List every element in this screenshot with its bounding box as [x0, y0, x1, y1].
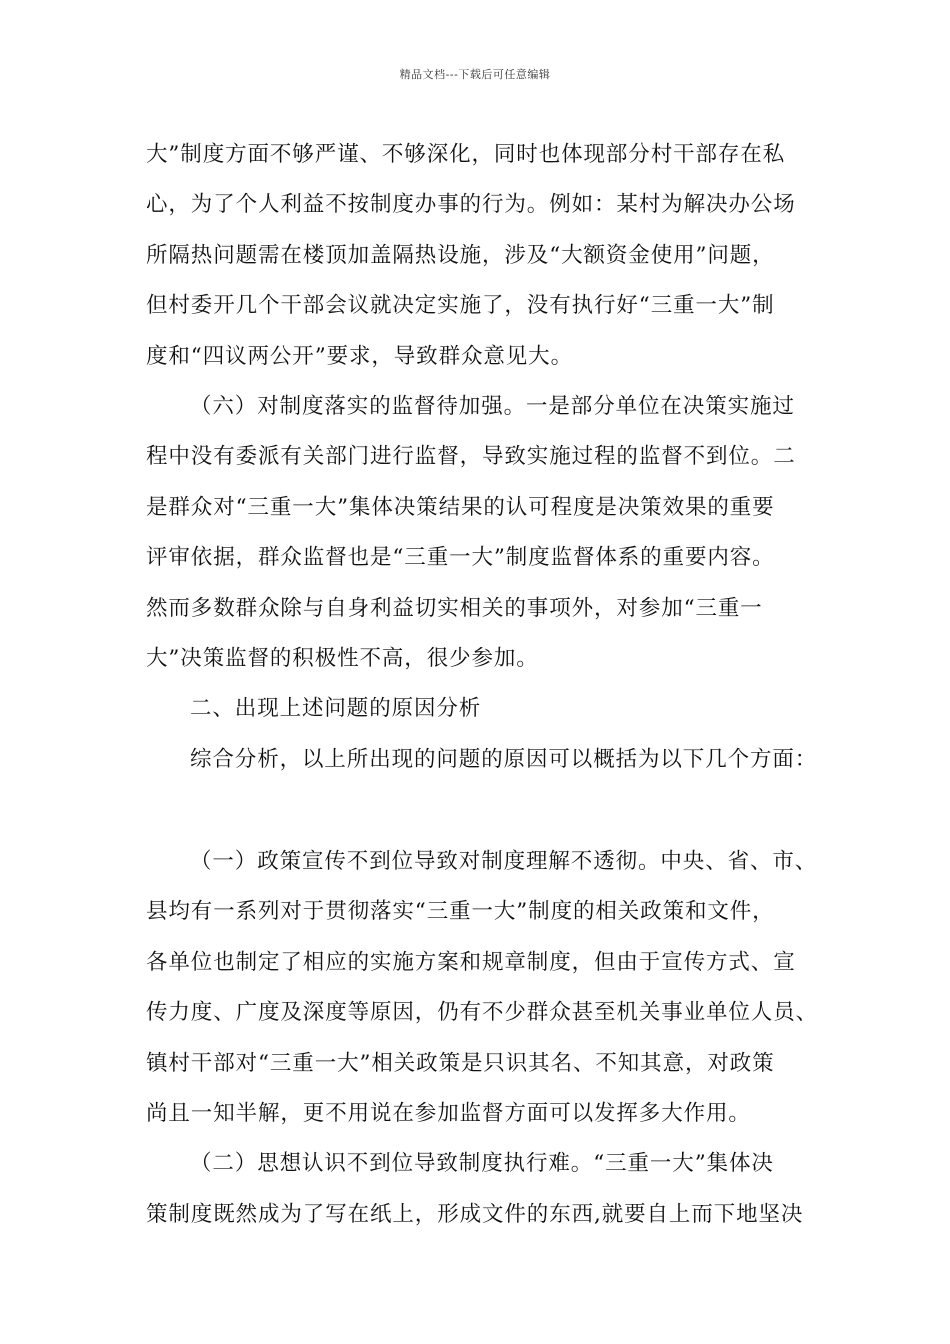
- paragraph-supervision: [146, 382, 826, 684]
- paragraph-summary: [146, 735, 826, 785]
- text-line: 综合分析，以上所出现的问题的原因可以概括为以下几个方面：: [190, 746, 818, 772]
- text-line: （一）政策宣传不到位导致对制度理解不透彻。中央、省、市、: [190, 849, 818, 875]
- text-line: （二）思想认识不到位导致制度执行难。“三重一大”集体决: [190, 1151, 774, 1177]
- paragraph-gap: [146, 785, 826, 837]
- text-line: 大”决策监督的积极性不高，很少参加。: [146, 645, 539, 671]
- document-body: [146, 130, 826, 1240]
- text-line: 镇村干部对“三重一大”相关政策是只识其名、不知其意，对政策: [146, 1050, 775, 1076]
- paragraph-policy-publicity: [146, 837, 826, 1139]
- text-line: 但村委开几个干部会议就决定实施了，没有执行好“三重一大”制: [146, 293, 775, 319]
- text-line: 各单位也制定了相应的实施方案和规章制度，但由于宣传方式、宣: [146, 949, 796, 975]
- text-line: （六）对制度落实的监督待加强。一是部分单位在决策实施过: [190, 393, 795, 419]
- text-line: 然而多数群众除与自身利益切实相关的事项外，对参加“三重一: [146, 595, 763, 621]
- section-heading: [146, 684, 826, 734]
- page-header: 精品文档---下载后可任意编辑: [399, 68, 551, 81]
- text-line: 度和“四议两公开”要求，导致群众意见大。: [146, 343, 573, 369]
- paragraph-continuation: [146, 130, 826, 382]
- text-line: 传力度、广度及深度等原因，仍有不少群众甚至机关事业单位人员、: [146, 1000, 819, 1026]
- text-line: 尚且一知半解，更不用说在参加监督方面可以发挥多大作用。: [146, 1101, 751, 1127]
- paragraph-awareness: [146, 1139, 826, 1240]
- text-line: 心，为了个人利益不按制度办事的行为。例如：某村为解决办公场: [146, 192, 796, 218]
- text-line: 评审依据，群众监督也是“三重一大”制度监督体系的重要内容。: [146, 545, 775, 571]
- text-line: 策制度既然成为了写在纸上，形成文件的东西,就要自上而下地坚决: [146, 1201, 804, 1227]
- heading-line: 二、出现上述问题的原因分析: [190, 696, 482, 722]
- text-line: 大”制度方面不够严谨、不够深化，同时也体现部分村干部存在私: [146, 142, 786, 167]
- text-line: 县均有一系列对于贯彻落实“三重一大”制度的相关政策和文件，: [146, 899, 775, 925]
- text-line: 所隔热问题需在楼顶加盖隔热设施，涉及“大额资金使用”问题，: [146, 242, 775, 268]
- text-line: 是群众对“三重一大”集体决策结果的认可程度是决策效果的重要: [146, 494, 775, 520]
- text-line: 程中没有委派有关部门进行监督，导致实施过程的监督不到位。二: [146, 444, 796, 470]
